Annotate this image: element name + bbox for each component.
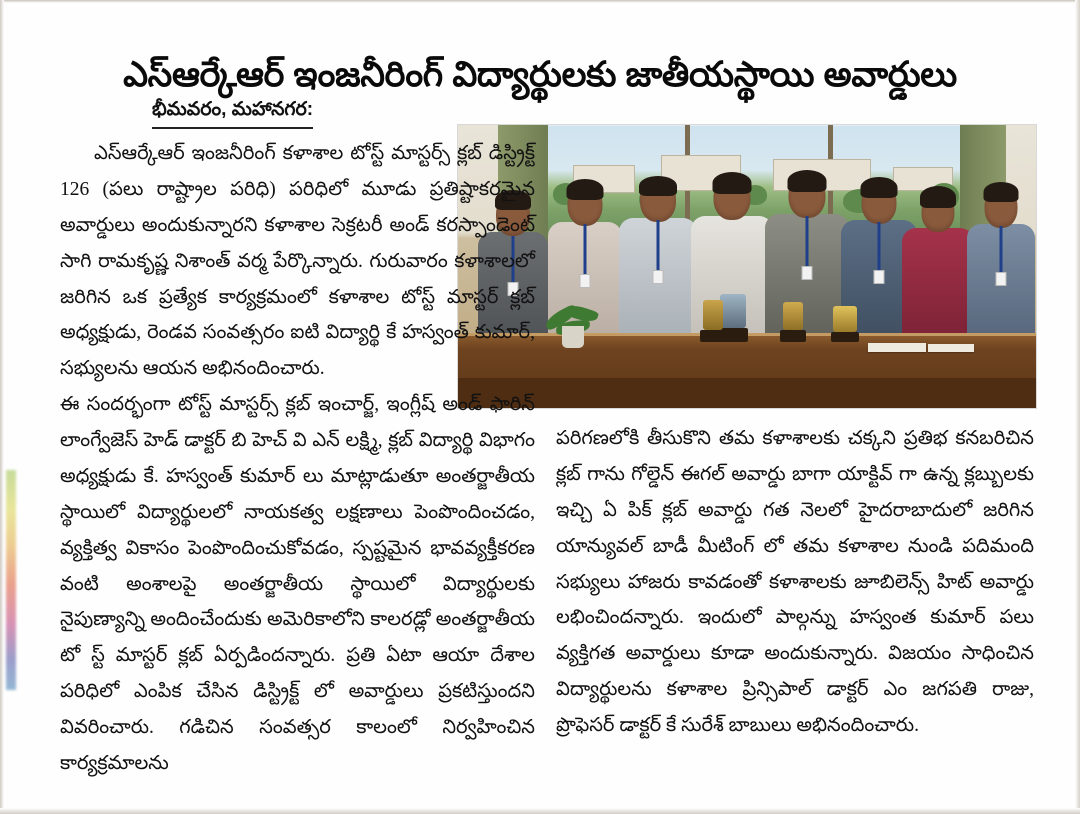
photo-table-papers bbox=[868, 343, 926, 352]
page-title: ఎస్ఆర్కేఆర్ ఇంజనీరింగ్ విద్యార్థులకు జాతీయస్థాయి అవార్డులు bbox=[123, 55, 957, 95]
photo-person bbox=[618, 164, 698, 342]
scan-edge-left bbox=[0, 0, 4, 814]
award-presentation-photo bbox=[457, 124, 1037, 409]
photo-trophy bbox=[698, 294, 728, 342]
scan-color-fringe bbox=[6, 470, 16, 690]
paragraph: పరిగణలోకి తీసుకొని తమ కళాశాలకు చక్కని ప్రతిభ కనబరిచిన క్లబ్ గాను గోల్డెన్ ఈగల్ అవార్డు బాగా యాక్టివ్ గా ఉన్న క్లబ్బులకు ఇచ్చి ఏ పిక్ క్లబ్ అవార్డు గత నెలలో హైదరాబాదులో జరిగిన యాన్యువల్ బాడీ మీటింగ్ లో తమ కళాశాల నుండి పదిమంది సభ్యులు హాజరు కావడంతో కళాశాలకు జూబిలెన్స్ హిట్ అవార్డు లభించిందన్నారు. ఇందులో పాల్గన్ను హస్వంత కుమార్ పలు వ్యక్తిగత అవార్డులు కూడా అందుకున్నారు. విజయం సాధించిన విద్యార్థులను కళాశాల ప్రిన్సిపాల్ డాక్టర్ ఎం జగపతి రాజు, ప్రొఫెసర్ డాక్టర్ కే సురేశ్ బాబులు అభినందించారు. bbox=[556, 428, 1034, 736]
photo-trophy bbox=[828, 298, 862, 342]
photo-trophy bbox=[778, 296, 808, 342]
photo-table-plant bbox=[550, 300, 596, 346]
photo-table-papers bbox=[928, 344, 974, 352]
scan-edge-bottom bbox=[0, 808, 1080, 814]
article-column-right bbox=[556, 421, 1034, 801]
paragraph: ఈ సందర్భంగా టోస్ట్ మాస్టర్స్ క్లబ్ ఇంచార్జ్, ఇంగ్లీష్ అండ్ ఫారిన్ లాంగ్వేజెస్ హెడ్ డాక్టర్ బి హెచ్ వి ఎన్ లక్ష్మి, క్లబ్ విద్యార్థి విభాగం అధ్యక్షుడు కే. హస్వంత్ కుమార్ లు మాట్లాడుతూ అంతర్జాతీయ స్థాయిలో విద్యార్థులలో నాయకత్వ లక్షణాలు పెంపొందించడం, వ్యక్తిత్వ వికాసం పెంపొందించుకోవడం, స్పష్టమైన భావవ్యక్తీకరణ వంటి అంశాలపై అంతర్జాతీయ స్థాయిలో విద్యార్థులకు నైపుణ్యాన్ని అందించేందుకు అమెరికాలోని కాలరడ్లో అంతర్జాతీయ టో స్ట్ మాస్టర్ క్లబ్ ఏర్పడిందన్నారు. ప్రతి ఏటా ఆయా దేశాల పరిధిలో ఎంపిక చేసిన డిస్ట్రిక్ట్ లో అవార్డులు ప్రకటిస్తుందని వివరించారు. గడిచిన సంవత్సర కాలంలో నిర్వహించిన కార్యక్రమాలను bbox=[60, 394, 535, 774]
scan-edge-right bbox=[1075, 0, 1080, 814]
dateline: భీమవరం, మహానగర: bbox=[152, 99, 313, 129]
photo-person bbox=[966, 172, 1036, 342]
paragraph: ఎస్ఆర్కేఆర్ ఇంజనీరింగ్ కళాశాల టోస్ట్ మాస్టర్స్ క్లబ్ డిస్ట్రిక్ట్ 126 (పలు రాష్ట్రాల పరిధి) పరిధిలో మూడు ప్రతిష్టాకరమైన అవార్డులు అందుకున్నారని కళాశాల సెక్రటరీ అండ్ కరస్పాండెంట్ సాగి రామకృష్ణ నిశాంత్ వర్మ పేర్కొన్నారు. గురువారం కళాశాలలో జరిగిన ఒక ప్రత్యేక కార్యక్రమంలో కళాశాల టోస్ట్ మాస్టర్ క్లబ్ అధ్యక్షుడు, రెండవ సంవత్సరం ఐటి విద్యార్థి కే హస్వంత్ కుమార్, సభ్యులను ఆయన అభినందించారు. bbox=[60, 143, 535, 380]
photo-person bbox=[902, 180, 974, 342]
article-column-left bbox=[60, 136, 535, 801]
scan-edge-top bbox=[0, 0, 1080, 3]
